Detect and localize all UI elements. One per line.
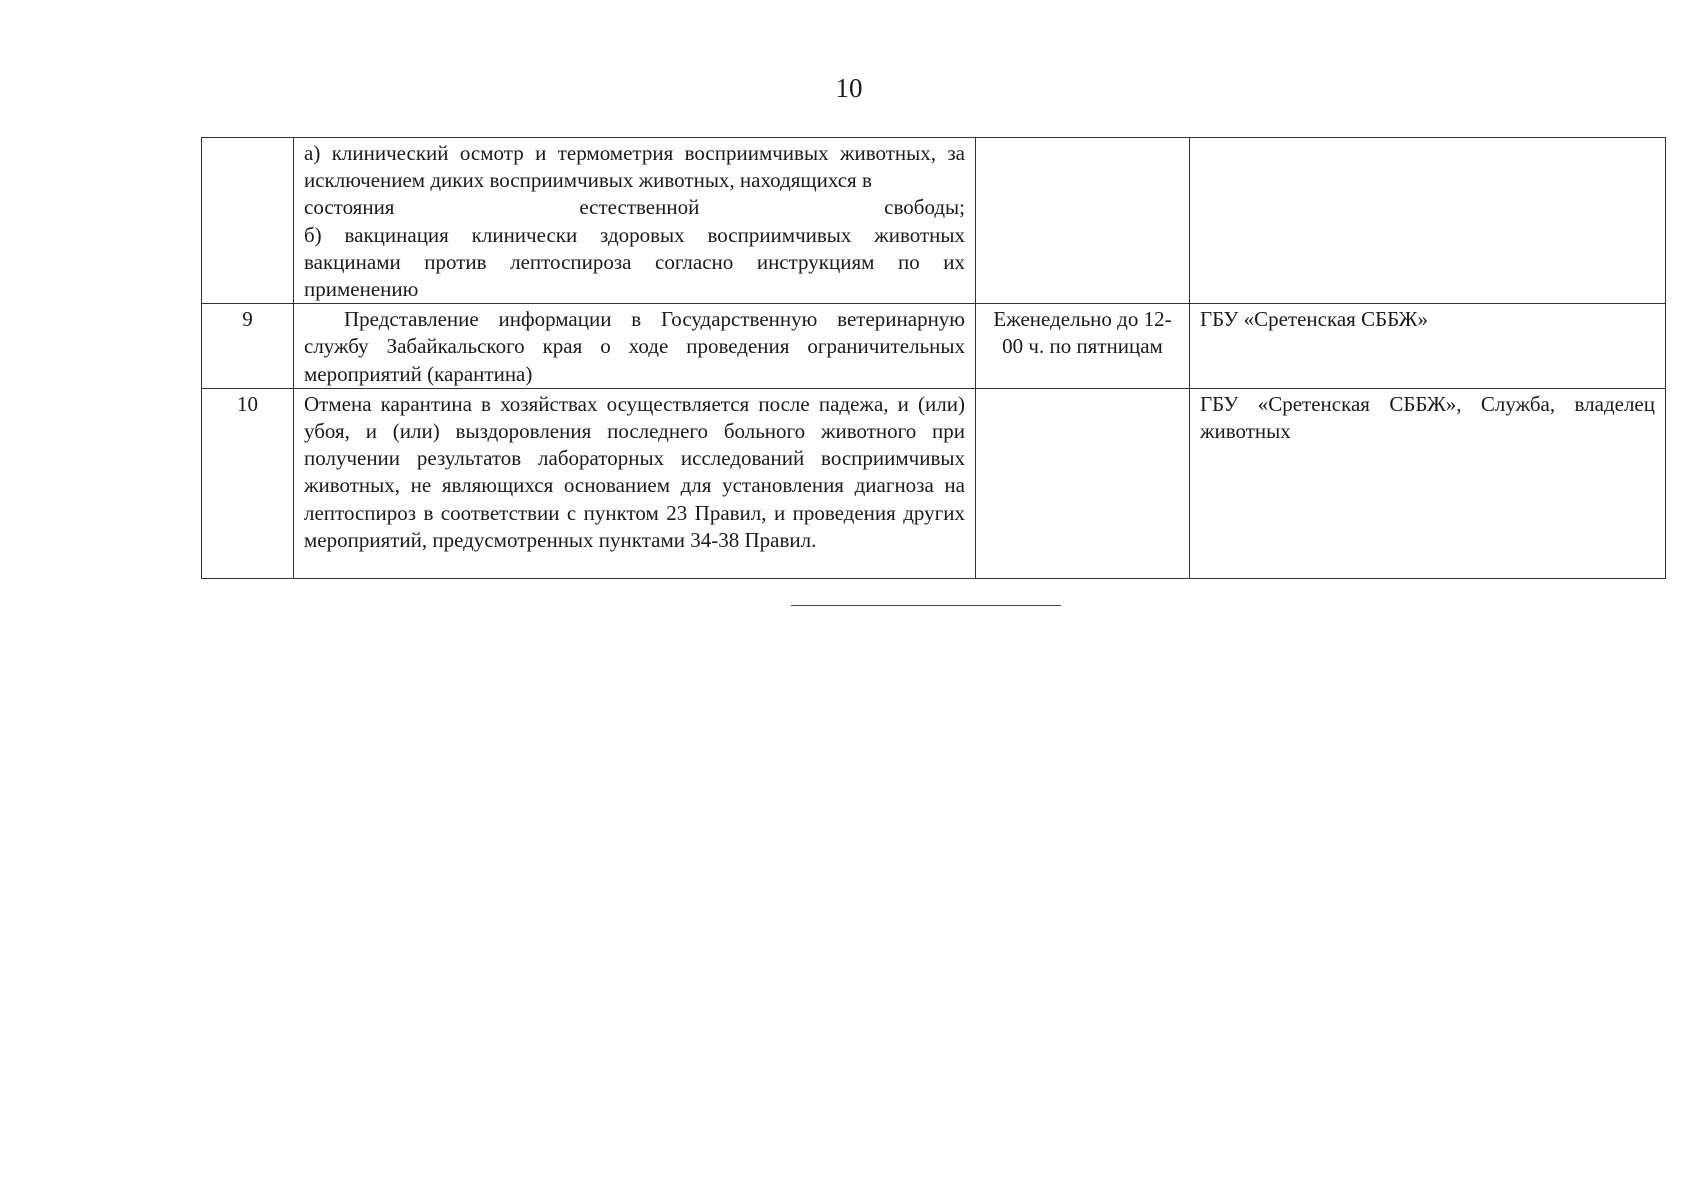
term-cell <box>976 138 1190 304</box>
action-text: Представление информации в Государственную ветеринарную службу Забайкальского края о ходе проведения ограничительных мероприятий (карантина) <box>304 307 965 386</box>
term-cell: Еженедельно до 12-00 ч. по пятницам <box>976 304 1190 389</box>
action-cell <box>294 388 976 578</box>
table-row <box>202 304 1666 389</box>
page-number: 10 <box>835 73 863 103</box>
row-number: 10 <box>202 388 294 578</box>
responsible-cell: ГБУ «Сретенская СББЖ» <box>1190 304 1666 389</box>
table-row <box>202 388 1666 578</box>
term-cell <box>976 388 1190 578</box>
action-word: естественной <box>579 195 700 220</box>
action-text: Отмена карантина в хозяйствах осуществляется после падежа, и (или) убоя, и (или) выздоровления последнего больного животного при получении результатов лабораторных исследований восприимчивых животных, не являющихся основанием для установления диагноза на лептоспироз в соответствии с пунктом 23 Правил, и проведения других мероприятий, предусмотренных пунктами 34-38 Правил. <box>304 391 965 552</box>
action-word: свободы; <box>884 195 965 220</box>
responsible-cell: ГБУ «Сретенская СББЖ», Служба, владелец животных <box>1190 388 1666 578</box>
action-word: состояния <box>304 195 395 220</box>
action-text-a: а) клинический осмотр и термометрия восприимчивых животных, за исключением диких восприимчивых животных, находящихся в <box>304 141 965 193</box>
action-text-a-end <box>304 194 965 221</box>
action-cell <box>294 304 976 389</box>
action-cell <box>294 138 976 304</box>
end-divider <box>791 605 1061 606</box>
table-row <box>202 138 1666 304</box>
responsible-cell <box>1190 138 1666 304</box>
measures-table <box>201 137 1666 579</box>
action-text-b: б) вакцинация клинически здоровых восприимчивых животных вакцинами против лептоспироза согласно инструкциям по их применению <box>304 222 965 302</box>
row-number <box>202 138 294 304</box>
row-number: 9 <box>202 304 294 389</box>
